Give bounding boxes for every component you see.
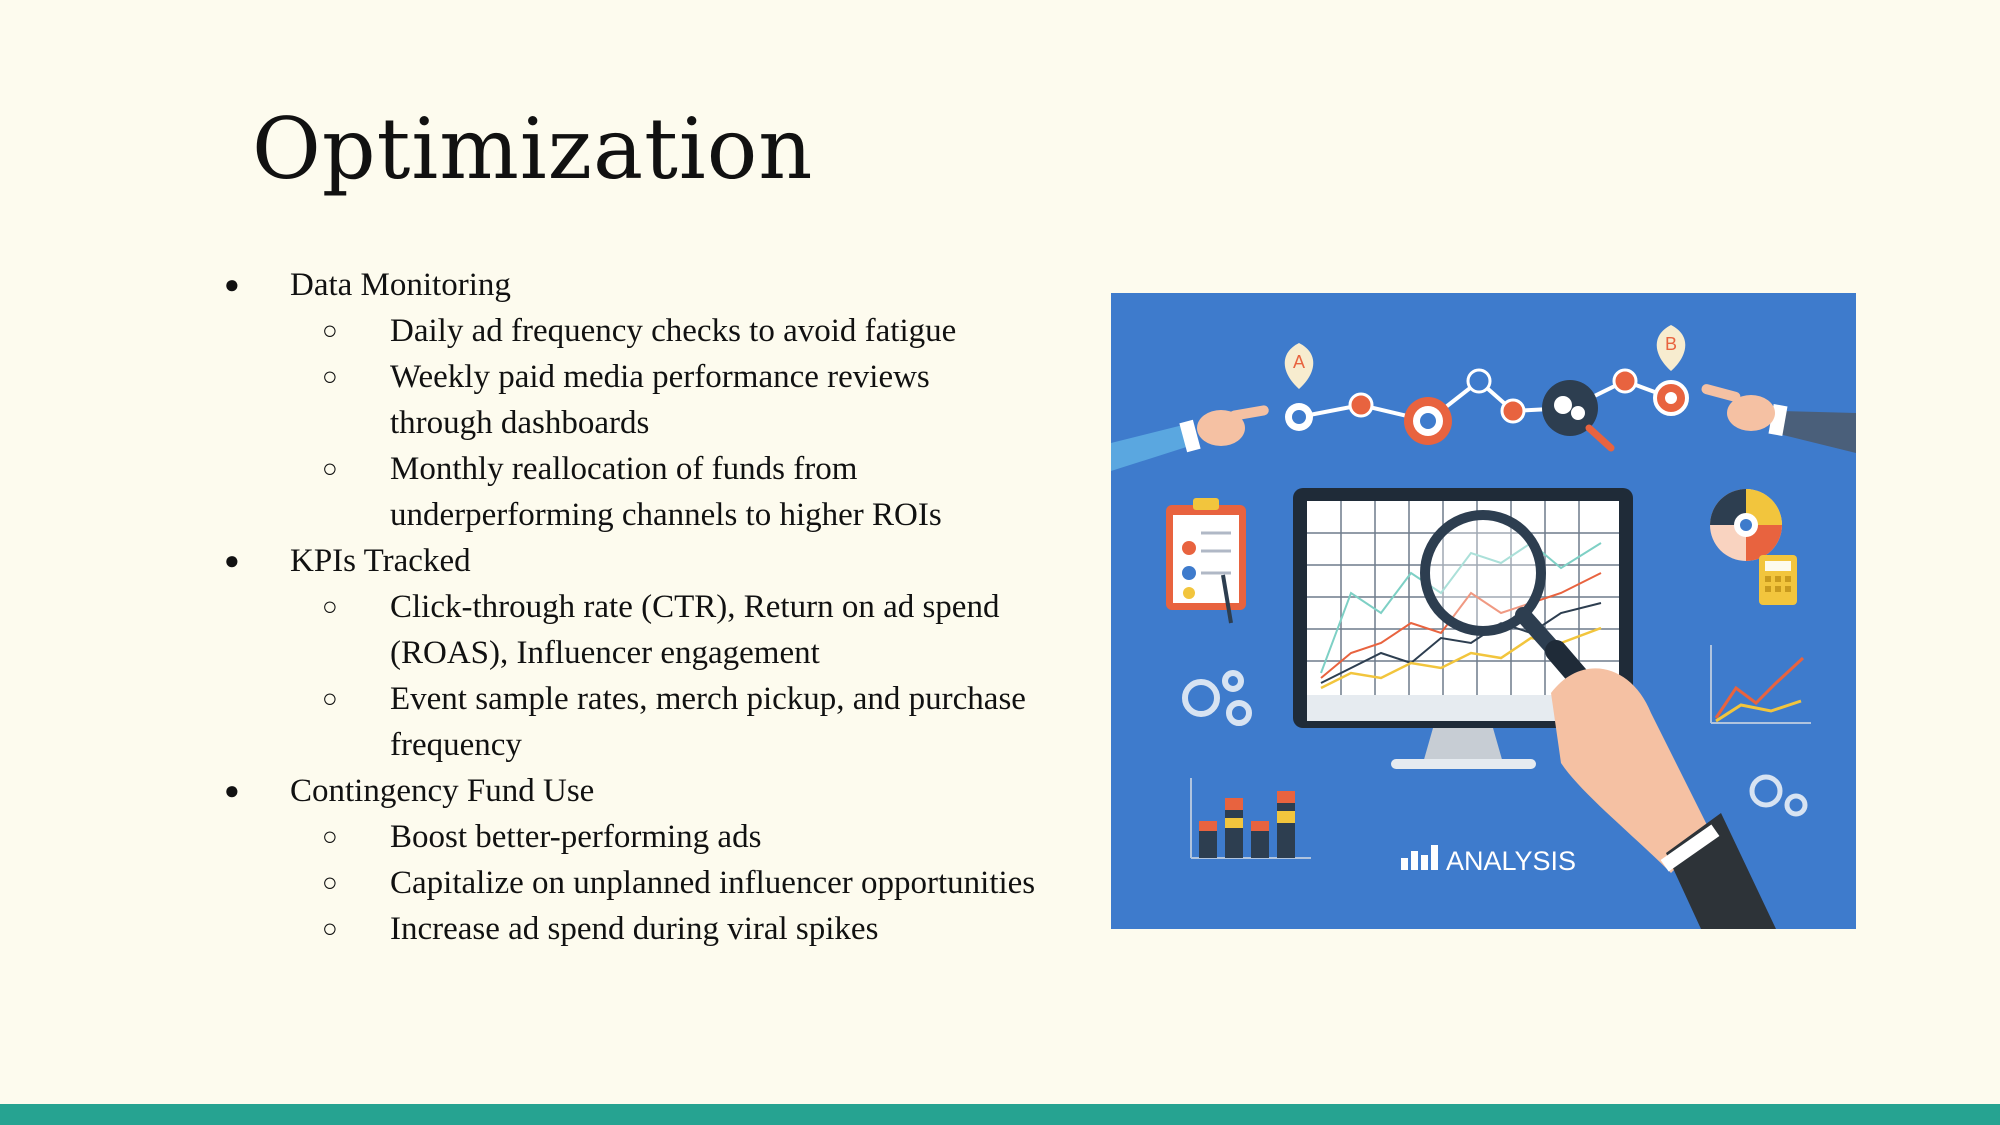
sub-bullet-item: ○ Event sample rates, merch pickup, and purchase frequency — [220, 676, 1040, 768]
bullet-item: ● KPIs Tracked — [220, 538, 1040, 584]
analysis-caption: ANALYSIS — [1446, 846, 1577, 876]
pie-chart-icon — [1710, 489, 1782, 561]
bullet-item: ● Contingency Fund Use — [220, 768, 1040, 814]
clipboard-icon — [1166, 498, 1246, 623]
svg-text:A: A — [1292, 352, 1306, 372]
bullet-item: ● Data Monitoring — [220, 262, 1040, 308]
sub-bullet-item: ○ Capitalize on unplanned influencer opportunities — [220, 860, 1040, 906]
analysis-illustration — [1111, 293, 1856, 929]
slide-title: Optimization — [252, 100, 814, 198]
calculator-icon — [1759, 555, 1797, 605]
sub-bullet-item: ○ Click-through rate (CTR), Return on ad spend (ROAS), Influencer engagement — [220, 584, 1040, 676]
sub-bullet-item: ○ Daily ad frequency checks to avoid fatigue — [220, 308, 1040, 354]
svg-text:B: B — [1664, 334, 1678, 354]
footer-bar — [0, 1104, 2000, 1125]
sub-bullet-item: ○ Monthly reallocation of funds from underperforming channels to higher ROIs — [220, 446, 1040, 538]
sub-bullet-item: ○ Increase ad spend during viral spikes — [220, 906, 1040, 952]
bullet-list — [220, 262, 1040, 952]
sub-bullet-item: ○ Weekly paid media performance reviews through dashboards — [220, 354, 1040, 446]
sub-bullet-item: ○ Boost better-performing ads — [220, 814, 1040, 860]
